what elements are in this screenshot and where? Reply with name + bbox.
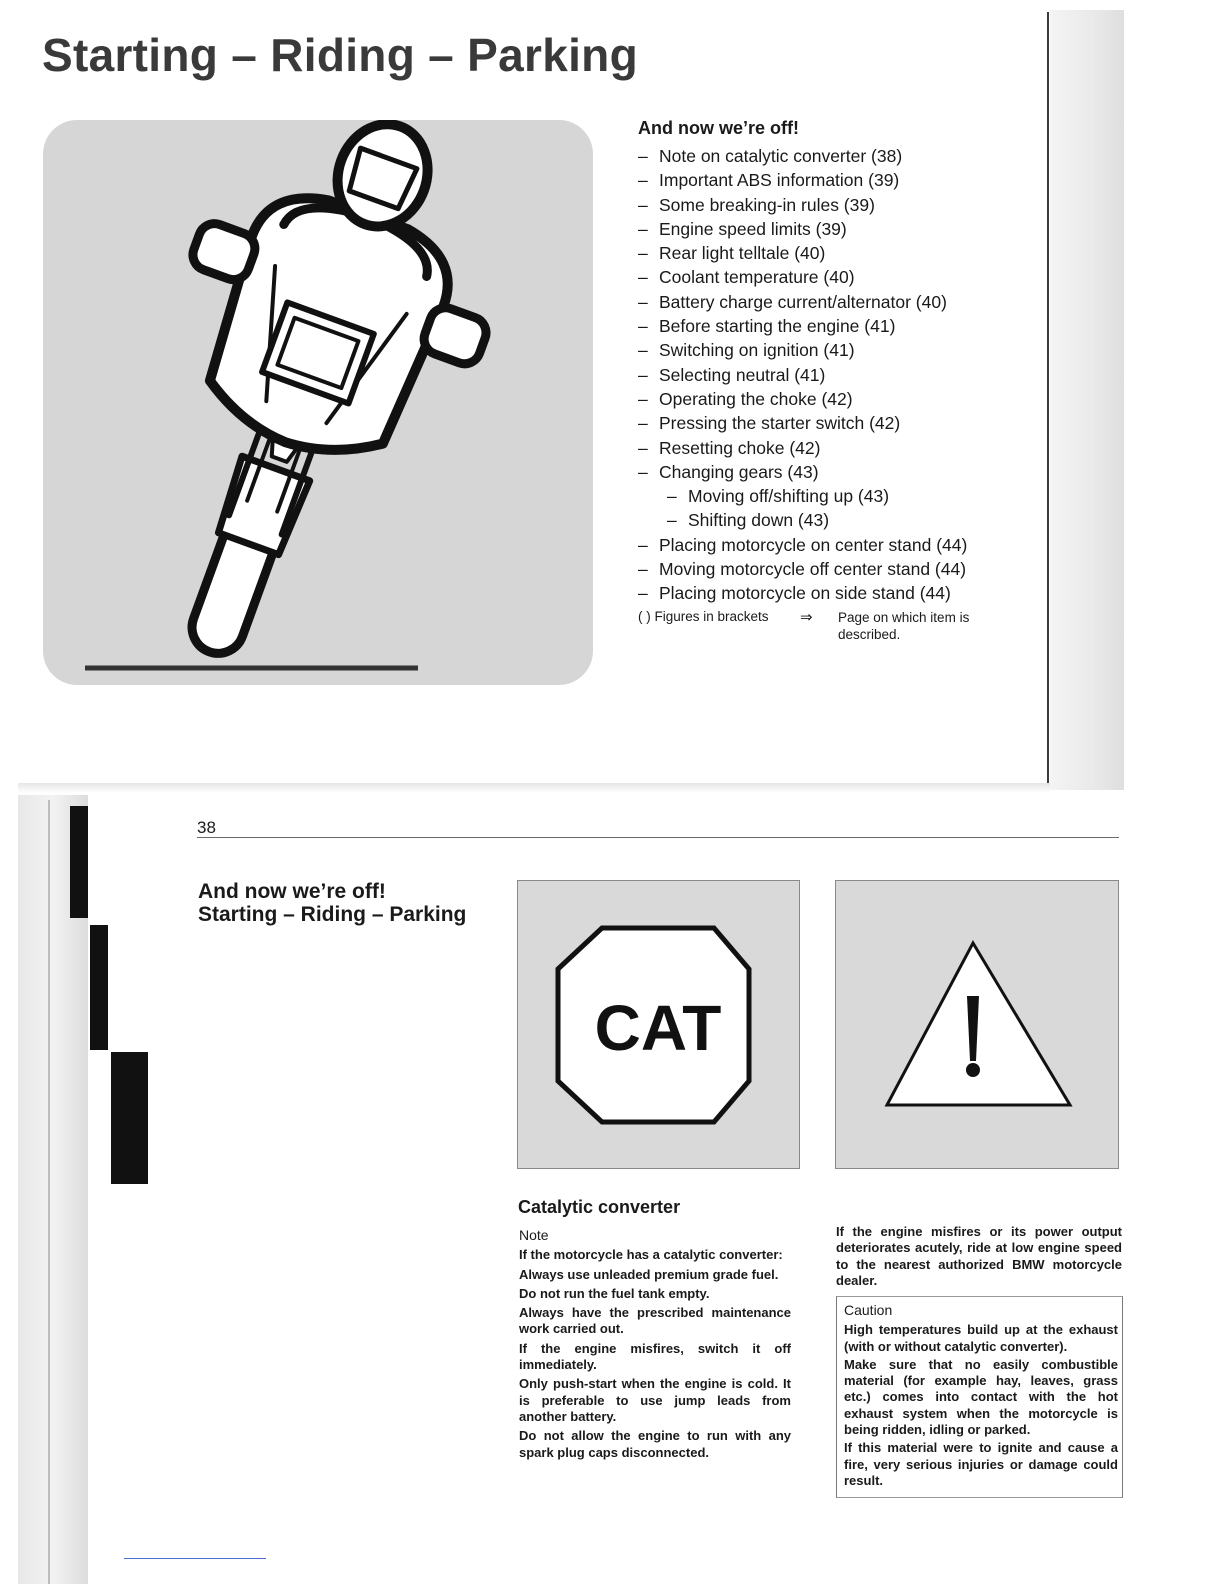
contents-item — [638, 265, 1038, 289]
thumb-index-tab — [90, 925, 108, 1050]
contents-item — [638, 144, 1038, 168]
list-dash: – — [638, 194, 648, 215]
cat-sign-text: CAT — [594, 992, 722, 1064]
caution-box — [836, 1296, 1123, 1498]
note-paragraph: Do not run the fuel tank empty. — [519, 1285, 710, 1301]
contents-subitem — [638, 484, 1038, 508]
note-paragraph: Only push-start when the engine is cold. It is preferable to use jump leads from another battery. — [519, 1376, 791, 1424]
list-dash: – — [638, 413, 648, 434]
note-paragraph: If the motorcycle has a catalytic converter: — [519, 1247, 783, 1263]
legend-description: Page on which item is described. — [838, 610, 970, 642]
contents-item — [638, 460, 1038, 484]
contents-item-text: Selecting neutral (41) — [659, 364, 826, 385]
note-paragraph: Always have the prescribed maintenance work carried out. — [519, 1305, 791, 1337]
list-dash: – — [638, 243, 648, 264]
list-dash: – — [638, 388, 648, 409]
contents-item — [638, 387, 1038, 411]
list-dash: – — [638, 437, 648, 458]
contents-legend — [638, 609, 1038, 645]
contents-item — [638, 168, 1038, 192]
contents-item-text: Moving off/shifting up (43) — [688, 486, 890, 507]
caution-paragraph: Make sure that no easily combustible material (for example hay, leaves, grass etc.) comes into contact with the hot exhaust system when the motorcycle is being ridden, idling or parked. — [844, 1356, 1118, 1438]
list-dash: – — [667, 486, 677, 507]
note-paragraph: Do not allow the engine to run with any spark plug caps disconnected. — [519, 1428, 791, 1460]
contents-item-text: Important ABS information (39) — [659, 170, 900, 191]
contents-item-text: Coolant temperature (40) — [659, 267, 855, 288]
legend-label: ( ) Figures in brackets — [638, 609, 769, 624]
contents-item-text: Battery charge current/alternator (40) — [659, 291, 947, 312]
cat-octagon-icon — [518, 881, 799, 1168]
section-title-line: Starting – Riding – Parking — [198, 903, 467, 926]
page-number: 38 — [197, 818, 216, 837]
misfire-paragraph: If the engine misfires or its power output deteriorates acutely, ride at low engine speed to the nearest authorized BMW motorcycle dealer. — [836, 1224, 1122, 1288]
section-title — [198, 880, 466, 926]
page-edge-line — [1047, 12, 1049, 787]
caution-paragraph: If this material were to ignite and cause a fire, very serious injuries or damage could result. — [844, 1440, 1118, 1488]
contents-item-text: Switching on ignition (41) — [659, 340, 855, 361]
note-paragraph: If the engine misfires, switch it off immediately. — [519, 1340, 791, 1373]
contents-item — [638, 290, 1038, 314]
note-paragraph: Always use unleaded premium grade fuel. — [519, 1266, 779, 1282]
contents-list — [638, 118, 1038, 606]
caution-paragraph: High temperatures build up at the exhaust (with or without catalytic converter). — [844, 1322, 1118, 1354]
list-dash: – — [638, 316, 648, 337]
list-dash: – — [638, 583, 648, 604]
contents-item — [638, 193, 1038, 217]
list-dash: – — [638, 291, 648, 312]
list-dash: – — [638, 146, 648, 166]
list-dash: – — [638, 461, 648, 482]
contents-item — [638, 411, 1038, 435]
contents-item — [638, 363, 1038, 387]
right-column — [836, 1224, 1122, 1292]
contents-item-text: Rear light telltale (40) — [659, 243, 826, 264]
contents-item — [638, 241, 1038, 265]
contents-item-text: Note on catalytic converter (38) — [659, 146, 903, 166]
contents-items — [638, 144, 1038, 606]
warning-triangle-icon — [836, 881, 1118, 1168]
thumb-index-tab — [70, 806, 88, 918]
note-paragraphs — [519, 1247, 791, 1461]
contents-item — [638, 557, 1038, 581]
contents-item-text: Moving motorcycle off center stand (44) — [659, 559, 967, 580]
contents-heading: And now we’re off! — [638, 118, 799, 138]
list-dash: – — [667, 510, 677, 531]
legend-arrow-icon: ⇒ — [800, 609, 813, 626]
contents-item-text: Some breaking-in rules (39) — [659, 194, 875, 215]
thumb-index-tab — [111, 1052, 148, 1184]
contents-item — [638, 581, 1038, 605]
contents-item-text: Shifting down (43) — [688, 510, 830, 531]
contents-item-text: Resetting choke (42) — [659, 437, 821, 458]
motorcyclist-leaning-icon — [43, 120, 593, 685]
contents-item — [638, 436, 1038, 460]
contents-subitem — [638, 508, 1038, 532]
note-label: Note — [519, 1227, 549, 1243]
list-dash: – — [638, 534, 648, 555]
contents-item-text: Placing motorcycle on side stand (44) — [659, 583, 951, 604]
contents-item-text: Operating the choke (42) — [659, 388, 853, 409]
list-dash: – — [638, 170, 648, 191]
list-dash: – — [638, 340, 648, 361]
contents-item — [638, 338, 1038, 362]
caution-label: Caution — [844, 1302, 893, 1318]
page-stack-line — [48, 800, 50, 1584]
list-dash: – — [638, 559, 648, 580]
contents-item-text: Pressing the starter switch (42) — [659, 413, 901, 434]
contents-item — [638, 217, 1038, 241]
list-dash: – — [638, 218, 648, 239]
contents-item-text: Before starting the engine (41) — [659, 316, 896, 337]
catalytic-heading: Catalytic converter — [518, 1197, 681, 1217]
cat-sign-panel — [517, 880, 800, 1169]
warning-sign-panel — [835, 880, 1119, 1169]
list-dash: – — [638, 267, 648, 288]
page-edge-shadow — [1050, 10, 1124, 790]
contents-item — [638, 314, 1038, 338]
caution-paragraphs — [844, 1322, 1118, 1489]
page-fold — [18, 783, 1050, 793]
contents-item-text: Changing gears (43) — [659, 461, 819, 482]
note-column — [519, 1227, 791, 1464]
page-title: Starting – Riding – Parking — [42, 29, 638, 81]
contents-item-text: Engine speed limits (39) — [659, 218, 847, 239]
section-title-line: And now we’re off! — [198, 880, 386, 903]
motorcyclist-illustration — [43, 120, 593, 685]
contents-item — [638, 533, 1038, 557]
contents-item-text: Placing motorcycle on center stand (44) — [659, 534, 968, 555]
header-rule — [197, 837, 1119, 838]
list-dash: – — [638, 364, 648, 385]
footer-line — [124, 1558, 266, 1559]
